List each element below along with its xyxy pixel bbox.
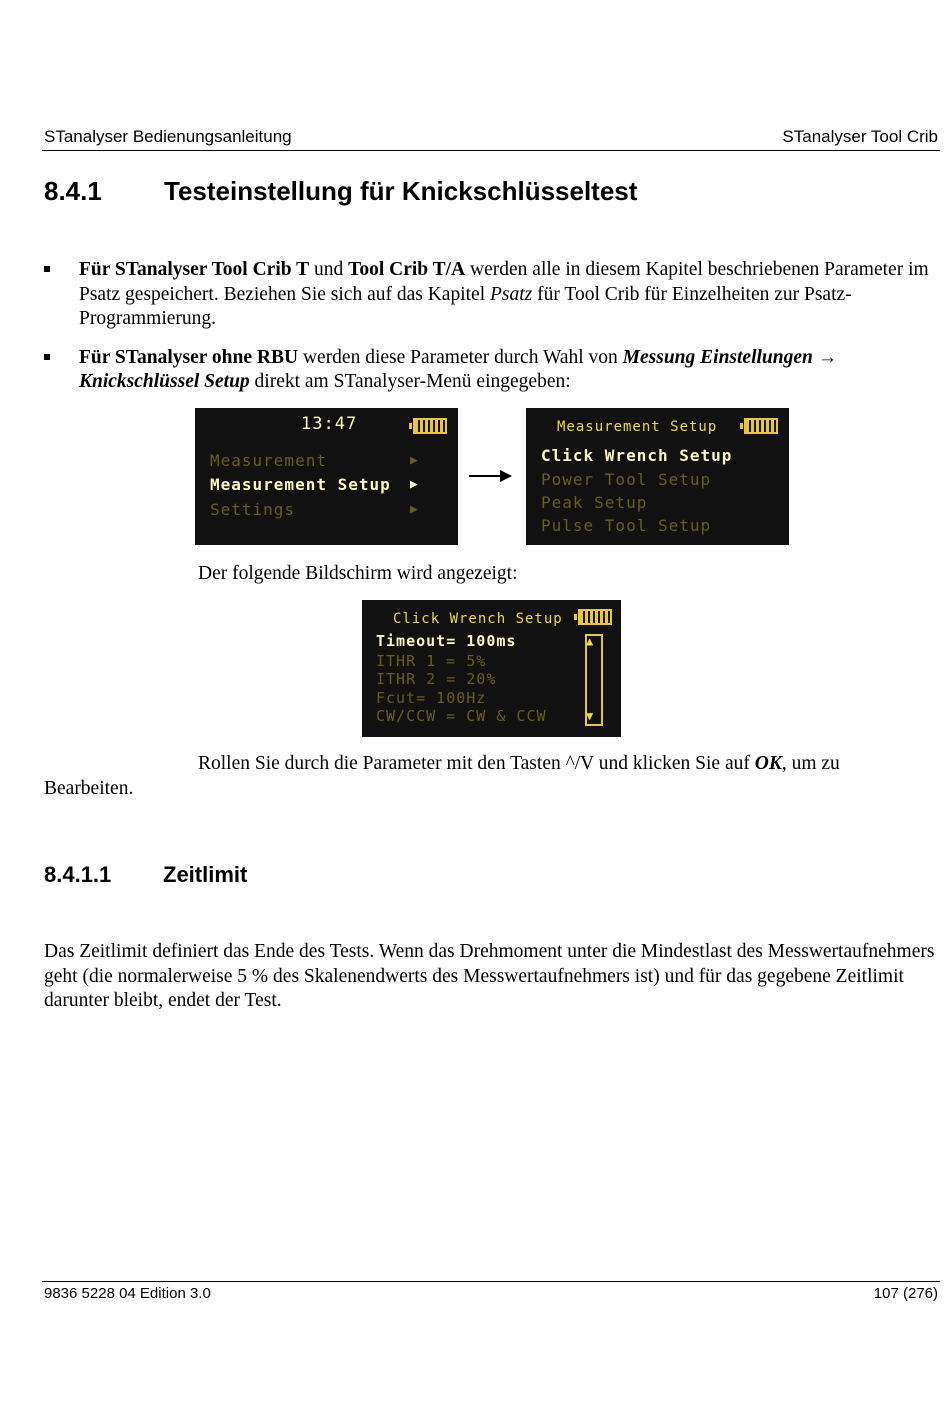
bold-text: Tool Crib T/A xyxy=(348,259,466,280)
menu-item-pulse-tool-setup: Pulse Tool Setup xyxy=(541,516,712,535)
caption-following-screen: Der folgende Bildschirm wird angezeigt: xyxy=(198,563,518,584)
bullet-list xyxy=(44,258,942,409)
menu-path-text: Messung Einstellungen → Knickschlüssel Setup xyxy=(79,346,838,392)
footer-doc-number: 9836 5228 04 Edition 3.0 xyxy=(44,1285,211,1302)
battery-tip xyxy=(574,614,577,620)
bullet-item-no-rbu xyxy=(44,346,942,395)
section-title: Testeinstellung für Knickschlüsseltest xyxy=(164,176,638,206)
subsection-heading xyxy=(44,862,247,888)
menu-item-click-wrench-setup: Click Wrench Setup xyxy=(541,446,733,465)
menu-item-measurement: Measurement xyxy=(210,451,327,470)
running-header-left: STanalyser Bedienungsanleitung xyxy=(44,127,292,146)
battery-icon xyxy=(744,418,778,434)
text: direkt am STanalyser-Menü eingegeben: xyxy=(249,371,571,392)
footer-page-number: 107 (276) xyxy=(873,1285,938,1302)
instruction-line-1 xyxy=(198,752,840,777)
battery-tip xyxy=(740,423,743,429)
text: werden alle in diesem Kapitel beschriebenen Parameter im Psatz gespeichert. Beziehen Sie sich auf das Kapitel xyxy=(79,259,929,305)
menu-arrow-icon: ▶ xyxy=(410,453,419,468)
clock-display: 13:47 xyxy=(301,414,358,434)
battery-icon xyxy=(578,609,612,625)
param-fcut: Fcut= 100Hz xyxy=(376,689,487,707)
subsection-number: 8.4.1.1 xyxy=(44,862,112,887)
param-ithr1: ITHR 1 = 5% xyxy=(376,652,487,670)
bullet-square-icon xyxy=(44,354,50,360)
param-timeout: Timeout= 100ms xyxy=(376,632,517,650)
running-header-right: STanalyser Tool Crib xyxy=(782,127,938,146)
menu-arrow-icon: ▶ xyxy=(410,477,419,492)
scroll-up-icon: ▲ xyxy=(586,634,594,648)
arrow-right-icon xyxy=(500,470,512,482)
italic-text: Psatz xyxy=(490,283,533,305)
text: für Tool Crib für Einzelheiten zur Psatz-Programmierung. xyxy=(79,283,852,329)
menu-arrow-icon: ▶ xyxy=(410,502,419,517)
text: , um zu xyxy=(781,753,840,774)
menu-item-peak-setup: Peak Setup xyxy=(541,493,648,512)
menu-item-measurement-setup: Measurement Setup xyxy=(210,475,391,494)
battery-tip xyxy=(409,423,412,429)
ok-key-label: OK xyxy=(754,753,782,774)
param-ithr2: ITHR 2 = 20% xyxy=(376,670,497,688)
section-heading xyxy=(44,176,637,207)
transition-arrow-line xyxy=(469,475,503,477)
text: werden diese Parameter durch Wahl von xyxy=(298,346,623,368)
instruction-line-2: Bearbeiten. xyxy=(44,778,134,799)
footer-divider xyxy=(42,1281,940,1282)
bold-text: Für STanalyser ohne RBU xyxy=(79,346,299,368)
screen-title: Measurement Setup xyxy=(557,419,718,435)
body-paragraph: Das Zeitlimit definiert das Ende des Tests. Wenn das Drehmoment unter die Mindestlast des Messwertaufnehmers geht (die normalerweise 5 % des Skalenendwerts des Messwertaufnehmers ist) und für das gegebene Zeitlimit darunter bleibt, endet der Test. xyxy=(44,941,935,1011)
menu-item-settings: Settings xyxy=(210,500,296,519)
section-number: 8.4.1 xyxy=(44,176,102,206)
device-screen-main-menu xyxy=(195,408,458,545)
header-divider xyxy=(42,150,940,151)
screen-title: Click Wrench Setup xyxy=(393,611,563,627)
scroll-down-icon: ▼ xyxy=(586,709,594,723)
text: und xyxy=(309,259,349,280)
menu-item-power-tool-setup: Power Tool Setup xyxy=(541,470,712,489)
bold-text: Für STanalyser Tool Crib T xyxy=(79,259,310,280)
device-screen-click-wrench-setup xyxy=(362,600,621,737)
subsection-title: Zeitlimit xyxy=(163,862,248,887)
battery-icon xyxy=(413,418,447,434)
param-cw-ccw: CW/CCW = CW & CCW xyxy=(376,707,547,725)
text: Rollen Sie durch die Parameter mit den Tasten ^/V und klicken Sie auf xyxy=(198,753,755,774)
bullet-item-tool-crib xyxy=(44,258,942,332)
device-screen-measurement-setup xyxy=(526,408,789,545)
bullet-square-icon xyxy=(44,266,50,272)
